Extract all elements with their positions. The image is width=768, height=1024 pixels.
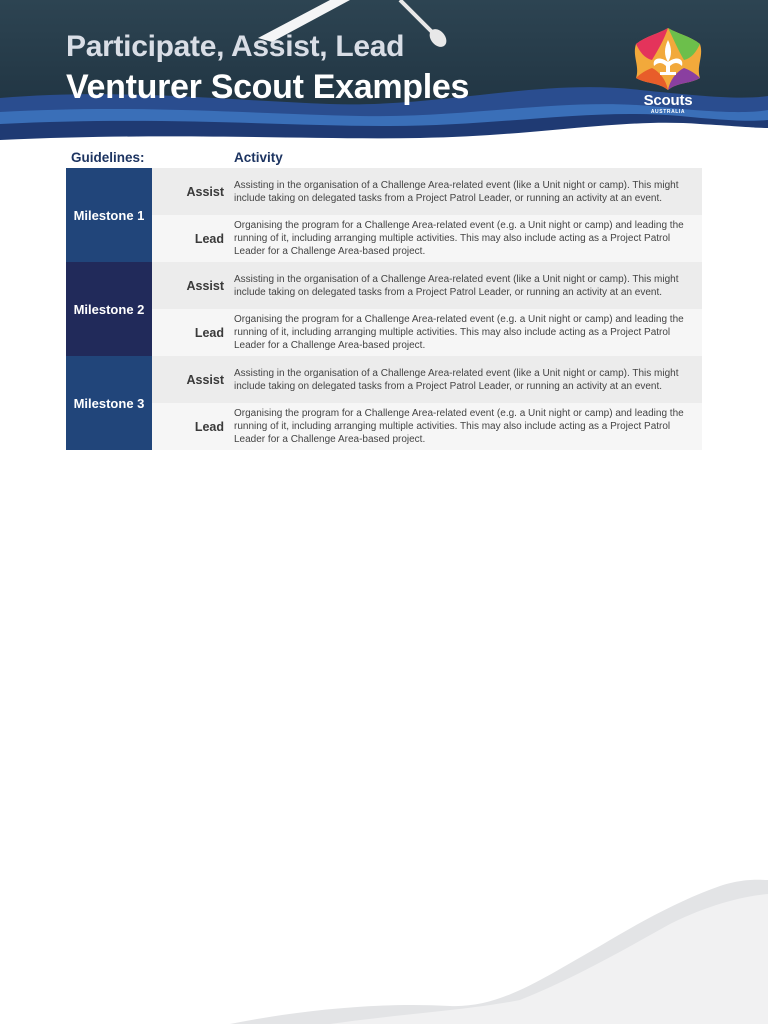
table-row (152, 309, 702, 356)
scouts-logo (630, 26, 706, 118)
milestone-label: Milestone 2 (66, 262, 152, 356)
table-row (152, 356, 702, 403)
milestone-label: Milestone 1 (66, 168, 152, 262)
logo-subtext: AUSTRALIA (650, 109, 686, 115)
milestone-block (66, 356, 702, 450)
row-description: Organising the program for a Challenge Area-related event (e.g. a Unit night or camp) and leading the running of it, including arranging multiple activities. This may also include acting as a Project Patrol Leader for a Challenge Area-based project. (234, 314, 684, 351)
page-title: Venturer Scout Examples (66, 68, 470, 106)
row-description: Organising the program for a Challenge Area-related event (e.g. a Unit night or camp) and leading the running of it, including arranging multiple activities. This may also include acting as a Project Patrol Leader for a Challenge Area-based project. (234, 220, 684, 257)
table-row (152, 168, 702, 215)
table-row (152, 403, 702, 450)
milestone-rows (152, 262, 702, 356)
milestone-label: Milestone 3 (66, 356, 152, 450)
milestone-block (66, 168, 702, 262)
milestone-block (66, 262, 702, 356)
logo-wordmark: Scouts (643, 92, 693, 109)
milestone-rows (152, 356, 702, 450)
milestone-rows (152, 168, 702, 262)
row-description: Assisting in the organisation of a Challenge Area-related event (like a Unit night or camp). This might include taking on delegated tasks from a Project Patrol Leader, or running an activity at an event. (234, 367, 679, 392)
activity-header: Activity (234, 150, 283, 165)
milestone-table (66, 168, 702, 450)
table-row (152, 215, 702, 262)
guidelines-header: Guidelines: (71, 150, 145, 165)
page-subtitle: Participate, Assist, Lead (66, 30, 405, 63)
table-row (152, 262, 702, 309)
row-description: Assisting in the organisation of a Challenge Area-related event (like a Unit night or camp). This might include taking on delegated tasks from a Project Patrol Leader, or running an activity at an event. (234, 179, 679, 204)
header-banner (0, 0, 768, 150)
row-type-label: Assist (186, 278, 224, 293)
row-description: Organising the program for a Challenge Area-related event (e.g. a Unit night or camp) and leading the running of it, including arranging multiple activities. This may also include acting as a Project Patrol Leader for a Challenge Area-based project. (234, 408, 684, 445)
row-description: Assisting in the organisation of a Challenge Area-related event (like a Unit night or camp). This might include taking on delegated tasks from a Project Patrol Leader, or running an activity at an event. (234, 273, 679, 298)
fleur-de-lis-icon (630, 26, 706, 92)
bottom-decoration (0, 860, 768, 1024)
row-type-label: Assist (186, 372, 224, 387)
row-type-label: Lead (194, 325, 224, 340)
row-type-label: Lead (194, 231, 224, 246)
row-type-label: Lead (194, 419, 224, 434)
row-type-label: Assist (186, 184, 224, 199)
mountain-shape (0, 860, 768, 1024)
